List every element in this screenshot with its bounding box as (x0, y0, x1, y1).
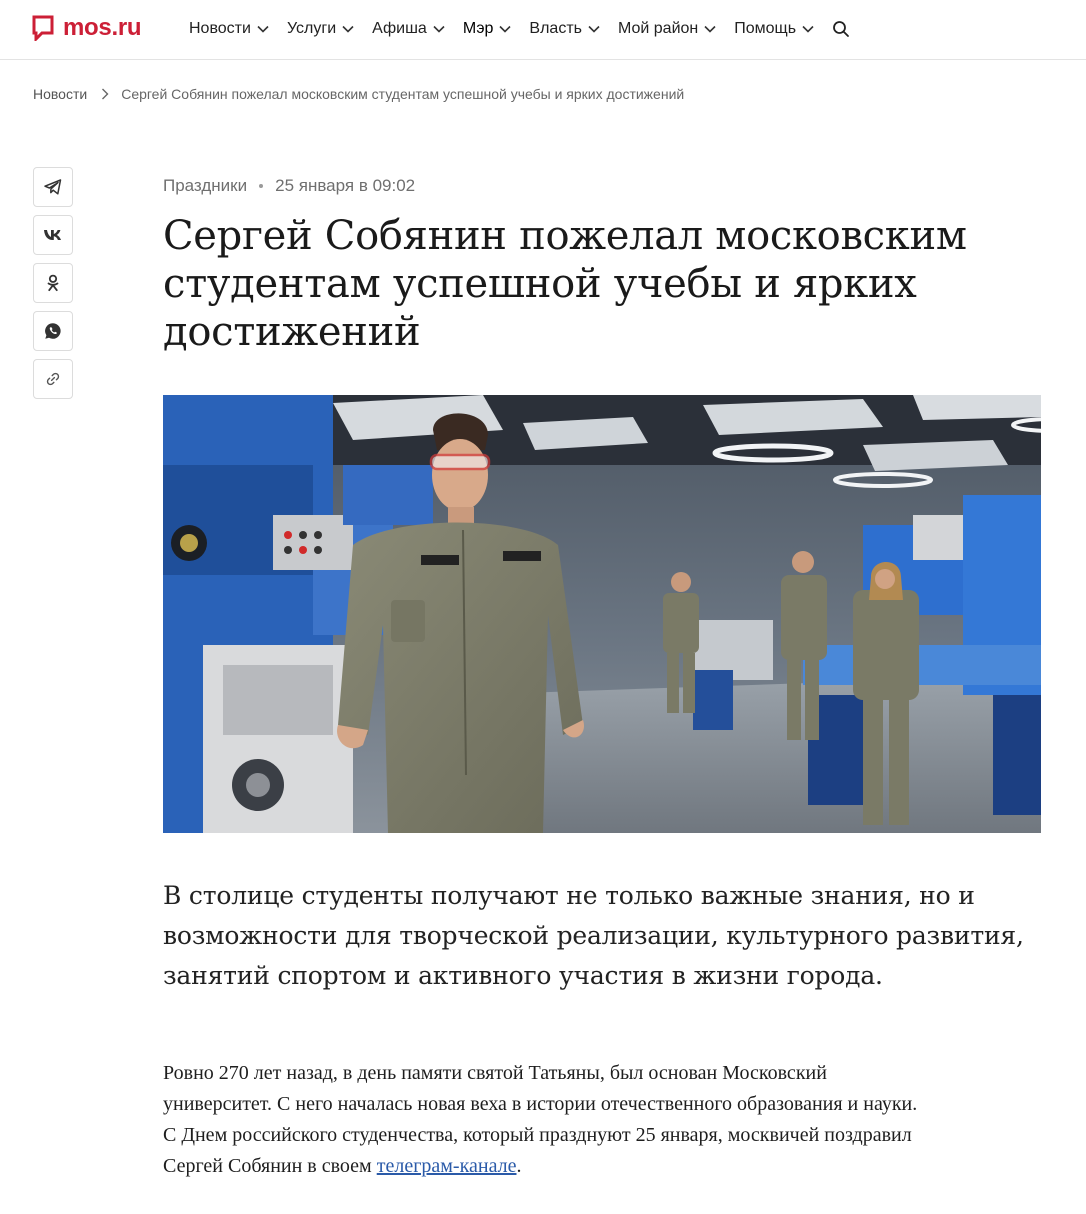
nav-item-label: Мэр (462, 20, 494, 37)
chevron-down-icon (704, 25, 716, 33)
site-header (0, 0, 1086, 60)
article-date: 25 января в 09:02 (275, 176, 416, 195)
breadcrumb (33, 86, 684, 102)
chevron-down-icon (257, 25, 269, 33)
whatsapp-icon (44, 322, 62, 340)
article-title: Сергей Собянин пожелал московским студентам успешной учебы и ярких достижений (163, 213, 967, 355)
chevron-down-icon (433, 25, 445, 33)
nav-item-label: Помощь (734, 20, 797, 37)
odnoklassniki-icon (47, 274, 59, 292)
share-vk-button[interactable] (33, 215, 73, 255)
nav-item-services[interactable] (287, 20, 354, 38)
logo-icon (32, 15, 54, 41)
share-telegram-button[interactable] (33, 167, 73, 207)
main-nav (189, 0, 850, 58)
nav-item-label: Услуги (286, 20, 337, 37)
share-whatsapp-button[interactable] (33, 311, 73, 351)
article-body-paragraph (163, 1058, 923, 1182)
nav-item-label: Афиша (372, 20, 427, 37)
chevron-down-icon (499, 25, 511, 33)
chevron-down-icon (802, 25, 814, 33)
breadcrumb-current: Сергей Собянин пожелал московским студентам успешной учебы и ярких достижений (121, 86, 685, 102)
search-icon[interactable] (832, 20, 850, 38)
chevron-right-icon (101, 88, 109, 100)
nav-item-government[interactable] (529, 20, 600, 38)
article-photo (163, 395, 1041, 833)
nav-item-news[interactable] (189, 20, 269, 38)
article-category-link[interactable]: Праздники (163, 176, 248, 195)
share-odnoklassniki-button[interactable] (33, 263, 73, 303)
article-meta (163, 176, 415, 196)
vk-icon (43, 229, 63, 241)
chevron-down-icon (588, 25, 600, 33)
article-lead: В столице студенты получают не только важные знания, но и возможности для творческой реализации, культурного развития, занятий спортом и активного участия в жизни города. (163, 881, 1024, 990)
article-body-text: Ровно 270 лет назад, в день памяти святой Татьяны, был основан Московский университет. С него началась новая веха в истории отечественного образования и науки. С Днем российского студенчества, который празднуют 25 января, москвичей поздравил Сергей Собянин в своем (163, 1062, 918, 1177)
article-body-text-end: . (516, 1155, 522, 1177)
share-panel (33, 167, 73, 407)
meta-separator (259, 184, 263, 188)
nav-item-label: Мой район (617, 20, 699, 37)
logo-text: mos.ru (63, 14, 142, 41)
site-logo[interactable] (32, 12, 141, 44)
nav-item-afisha[interactable] (372, 20, 445, 38)
nav-item-label: Власть (529, 20, 582, 37)
telegram-channel-link[interactable]: телеграм-канале (376, 1155, 517, 1177)
chevron-down-icon (342, 25, 354, 33)
telegram-icon (44, 179, 62, 195)
nav-item-my-district[interactable] (618, 20, 716, 38)
link-icon (45, 371, 61, 387)
nav-item-help[interactable] (734, 20, 814, 38)
share-copy-link-button[interactable] (33, 359, 73, 399)
nav-item-label: Новости (189, 20, 251, 37)
nav-item-mayor[interactable] (463, 20, 512, 38)
breadcrumb-news-link[interactable]: Новости (33, 86, 88, 102)
